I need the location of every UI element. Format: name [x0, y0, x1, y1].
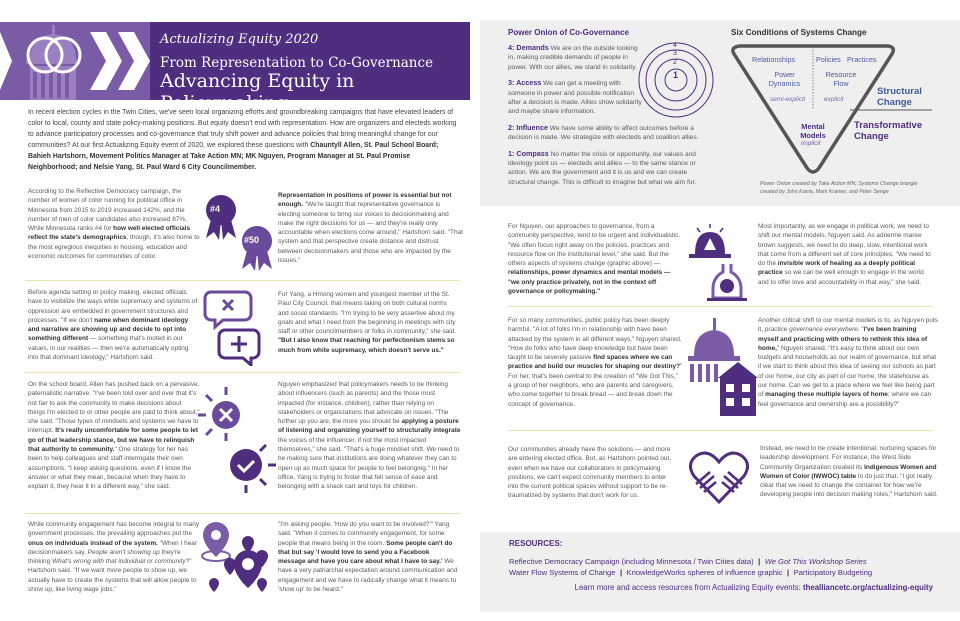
- emphasis-text: onus on individuals instead of the system.: [28, 539, 158, 547]
- level-text: No matter the crisis or opportunity, our values and ideology point us — electeds and allies — to the same stance or action. We are the government and it is us and we can create structural change. This is difficult to imagine but what we aim for.: [508, 150, 697, 186]
- capitol-rings-logo-icon: [0, 22, 150, 100]
- label-relationships: Relationships: [752, 55, 796, 64]
- resource-link-we-got-this[interactable]: We Got This Workshop Series: [764, 557, 867, 566]
- resources-line-2: [509, 562, 872, 580]
- label-power-dynamics: Power Dynamics: [768, 70, 801, 88]
- separator: |: [619, 568, 623, 577]
- left-row2-text-b: [278, 290, 458, 355]
- text-run: "We're taught that representative governance is electing someone to bring our voices to decisionmaking and make the right decisions for us — and they're really only accountable when elections come around," Hartshorn said. "That system and that perspective create distance and distrust between decisionmakers and those who are impacted by the issues.": [278, 201, 463, 265]
- emphasis-text: "But I also know that reaching for perfectionism stems so much from white supremacy, which doesn't serve us.": [278, 337, 455, 354]
- section-divider: [25, 372, 460, 373]
- label-semi-explicit: semi-explicit: [770, 96, 806, 103]
- left-row3-text-a: [28, 380, 200, 492]
- separator: |: [787, 568, 790, 577]
- text-run: " One strategy for her has been to help colleagues and staff interrogate their own assumptions. "I keep asking questions, even if I know the answer or what they mean, because when they have to explain it, they hear it in a different way," she said.: [28, 446, 191, 491]
- text-run: " For her, that's been central to the creation of "We Got This," a group of her neighbors, who are parents and caregivers, who come together to break bread — and break down the concept of governance.: [508, 363, 683, 408]
- text-run: While community engagement has become integral to many government processes, the prevailing approaches put the: [28, 521, 200, 538]
- text-run: to do just that. "I got really clear that we need to change the container for how we're developing people into decision making roles," Hartshorn said.: [760, 472, 938, 499]
- right-row1-text-a: [508, 222, 683, 296]
- left-row1-text-b: [278, 191, 463, 265]
- systems-triangle-diagram: [720, 20, 960, 206]
- systems-change-title: Six Conditions of Systems Change: [731, 28, 867, 37]
- diagram-credit: Power Onion created by Take Action MN; Systems Change triangle created by John Kania, Mark Kramer, and Peter Senge: [760, 181, 918, 195]
- left-row1-text-a: [28, 187, 200, 261]
- resources-panel: [480, 532, 960, 612]
- emphasis-text: Chauntyll Allen, St. Paul School Board; Bahieh Hartshorn, Movement Politics Manager at Take Action MN; MK Nguyen, Program Manager at St. Paul Promise Neighborhood; and Nelsie Yang, St. Paul Ward 6 City Councilmember.: [28, 142, 439, 171]
- right-row2-text-a: [508, 316, 683, 409]
- decentralize-arrows-icon: [196, 385, 276, 500]
- alarm-bell-jar-icon: [685, 222, 755, 309]
- level-text: We have some ability to affect outcomes before a decision is made. We strategize with electeds and coalition allies.: [508, 124, 699, 142]
- emphasis-text: relationships, power dynamics and mental models — "we only practice privately, not in the context off governance or policymaking.": [508, 269, 671, 296]
- right-row3-text-a: [508, 445, 678, 501]
- text-run: ": [859, 326, 864, 334]
- emphasis-text: find spaces where we can practice and build our muscles for shaping our destiny?: [508, 354, 681, 371]
- level-text: We are on the outside looking in, making credible demands of people in power. With our allies, we stand in solidarity.: [508, 45, 638, 71]
- level-label: 3: Access: [508, 78, 542, 88]
- text-run: We have a very patriarchal expectation around communication and engagement and we have to radically change what it means to 'show up' to be heard.": [278, 558, 458, 594]
- emphasis-text: practice governance everywhere.: [764, 326, 860, 334]
- resources-heading: RESOURCES:: [509, 539, 563, 548]
- banner-title-line2: Advancing Equity in Policymaking: [160, 70, 355, 114]
- text-run: , though, it's also home to the most egregious inequities in housing, education and economic outcomes for communities of color.: [28, 234, 200, 261]
- ring-number: 2: [673, 59, 677, 66]
- emphasis-text: What's wrong with that individual or community?: [51, 558, 190, 566]
- emphasis-text: Some people can't do that but say 'I would love to send you a Facebook message and have you care about what I have to say.': [278, 539, 453, 566]
- emphasis-text: managing these multiple layers of home: [765, 391, 888, 399]
- text-run: " Nguyen shared. "It's easy to think about our own budgets and households as our realm of governance, but what if we start to think about this idea of seeing our schools as part of our home, our city as part of our home, the statehouse as our home. Can we get to a place where we feel like being part of: [758, 344, 937, 399]
- section-divider: [25, 280, 460, 281]
- text-run: " Hartshorn said. "If we want more people to show up, we actually have to create the systems that will allow people to show up, like living wage jobs.": [28, 558, 197, 594]
- rank-50-label: #50: [244, 235, 260, 245]
- emphasis-text: I've been training myself and practicing with others to rethink this idea of home,: [758, 326, 928, 352]
- location-pins-icon: [200, 520, 278, 605]
- text-run: "I'm asking people, 'How do you want to be involved?'" Yang said. "When it comes to community engagement, for some people that means being in the room.: [278, 521, 450, 547]
- label-mental-models: Mental Models: [800, 122, 826, 140]
- emphasis-text: People aren't showing up: [87, 548, 160, 556]
- banner-title-line1: From Representation to Co-Governance: [160, 55, 434, 71]
- emphasis-text: Representation in positions of power is essential but not enough.: [278, 192, 452, 209]
- learn-more-text: Learn more and access resources from Actualizing Equity events:: [574, 583, 804, 592]
- label-implicit: implicit: [801, 140, 821, 147]
- text-run: For Yang, a Hmong women and youngest member of the St. Paul City Council, that means taking on both cultural norms and social standards. "I'm trying to be very assertive about my goals and what I need from the beginning in meetings with city staff or other councilmembers or folks in community," she said.: [278, 291, 457, 336]
- label-structural-change: Structural Change: [877, 86, 922, 108]
- rank-4-ribbon-icon: [204, 194, 238, 245]
- header-banner: [150, 22, 470, 114]
- left-row3-text-b: [278, 380, 461, 492]
- left-row2-text-a: [28, 288, 200, 362]
- label-policies: Policies: [816, 55, 841, 64]
- onion-level-3: [508, 78, 648, 117]
- resource-link-participatory-budgeting[interactable]: Participatory Budgeting: [793, 568, 873, 577]
- label-transformative-change: Transformative Change: [854, 120, 923, 142]
- onion-level-1: [508, 149, 713, 188]
- text-run: Before agenda setting or policy making, elected officials have to visibilize the ways white supremacy and systems of oppression are embedded in government structures and processes. "If we don't: [28, 289, 198, 324]
- level-text: We can get a meeting with someone in power and possible notification after a decision is made. Allies show solidarity and maybe share information.: [508, 80, 642, 116]
- capitol-and-home-icon: [680, 318, 760, 423]
- text-run: ; where we can feel governance and ownership are a possibility?": [758, 391, 932, 408]
- learn-more-line: [575, 583, 933, 592]
- text-run: the voices of the influencer, if not the most impacted themselves," she said. "That's a huge mindset shift. We need to be making sure that institutions are doing whatever they can to open up as much space for people to feel belonging." In her office, Yang is trying to foster that felt sense of ease and belonging with a snack cart and toys for children.: [278, 436, 460, 491]
- text-run: For Nguyen, our approaches to governance, from a community perspective, tend to be urgent and individualistic. "We often focus right away on the policies, practices and resource flow on the institutional level," she said. But the others aspects of systems change (graphic above) —: [508, 223, 681, 268]
- text-run: Another critical shift to our mental models is to, as Nguyen puts it,: [758, 317, 938, 334]
- text-run: Most importantly, as we engage in political work, we need to shift our mental models, Nguyen said. As adrienne maree brown suggests, we need to do deep, slow, intentional work that come from a different set of core principles. "We need to do the: [758, 223, 931, 268]
- emphasis-text: invisible work of healing as a deeply political practice: [758, 260, 916, 277]
- systems-change-section: [720, 20, 960, 206]
- power-onion-title: Power Onion of Co-Governance: [508, 28, 629, 37]
- resource-link-knowledgeworks[interactable]: KnowledgeWorks spheres of influence graphic: [626, 568, 783, 577]
- section-divider: [508, 306, 933, 307]
- rank-50-ribbon-icon: [240, 225, 274, 276]
- ring-number: 3: [673, 50, 677, 57]
- heart-hands-icon: [688, 448, 750, 511]
- text-run: According to the Reflective Democracy campaign, the number of women of color running for political office in Minnesota from 2015 to 2019 increased 142%, and the number of men of color candidates also increased 87%. While Minnesota ranks #4 for: [28, 188, 187, 233]
- text-run: — something that's rooted in our values, in our realities — then we're automatically opting into that dominant ideology," Hartshorn said.: [28, 335, 189, 362]
- banner-subtitle: Actualizing Equity 2020: [160, 32, 319, 47]
- level-label: 2: Influence: [508, 122, 548, 132]
- ring-number: 4: [673, 42, 677, 49]
- text-run: In recent election cycles in the Twin Cities, we've seen local organizing efforts and groundbreaking campaigns that have elevated leaders of color to local, county and state policy-making positions. But equity doesn't end with representation. How are organizers and electeds working to advance participatory processes and co-governance that truly shift power and advance policies that bring meaningful change for our communities? At our first Actualizing Equity event of 2020, we explored these questions with: [28, 109, 457, 149]
- left-row4-text-a: [28, 520, 203, 594]
- onion-level-2: [508, 123, 713, 143]
- label-practices: Practices: [847, 55, 877, 64]
- resource-link-reflective-democracy[interactable]: Reflective Democracy Campaign (including Minnesota / Twin Cities data): [509, 557, 754, 566]
- text-run: "When I hear decisionmakers say,: [28, 539, 197, 556]
- section-divider: [508, 430, 933, 431]
- ring-number: 1: [673, 70, 679, 80]
- banner-logo-panel: [0, 22, 150, 100]
- right-row1-text-b: [758, 222, 936, 287]
- emphasis-text: applying a posture of listening and organizing yourself to structurally integrate: [278, 418, 461, 435]
- text-run: Nguyen emphasized that policymakers needs to be thinking about influencers (such as parents) and the those most impacted (for instance, children), rather than relying on stakeholders or organizations that advocate on issues. "The further up you are, the more you should be: [278, 381, 449, 426]
- text-run: Our communities already have the solutions — and more are entering elected office. But, as Hartshorn pointed out, even when we have our collaborators in policymaking positions, we can't expect community members to enter into the current political spaces without support to be re-traumatized by systems that don't work for us.: [508, 446, 672, 500]
- power-onion-diagram: [636, 40, 716, 120]
- text-run: Instead, we need to be create intentional, nurturing spaces for leadership development. For instance, the West Side Community Organization created its: [760, 445, 937, 471]
- learn-more-url-link[interactable]: thealliancetc.org/actualizing-equity: [803, 583, 933, 592]
- right-row2-text-b: [758, 316, 938, 409]
- emphasis-text: It's really uncomfortable for some people to let go of that leadership stance, but we have to relinquish that authority to community.: [28, 427, 199, 454]
- right-row3-text-b: [760, 444, 940, 500]
- resource-link-water-flow[interactable]: Water Flow Systems of Change: [509, 568, 616, 577]
- separator: |: [758, 557, 761, 566]
- section-divider: [25, 513, 460, 514]
- emphasis-text: how well elected officials reflect the state's demographics: [28, 225, 191, 242]
- label-resource-flow: Resource Flow: [825, 70, 857, 88]
- text-run: they're thinking: [28, 548, 181, 566]
- text-run: so we can be well enough to engage in the world and to offer love and accountability in that way," she said.: [758, 269, 924, 286]
- label-explicit: explicit: [824, 96, 844, 103]
- emphasis-text: Indigenous Women and Women of Color (IWWOC) table: [760, 463, 937, 480]
- emphasis-text: name when dominant ideology and narrative are showing up and decide to opt into something different: [28, 316, 189, 343]
- text-run: For so many communities, public policy has been deeply harmful. "A lot of folks I'm in relationship with have been attacked by the system in all different ways," Nguyen shared. "How do folks who have deep knowledge but have been taught to be severely passive: [508, 317, 682, 362]
- speech-bubbles-icon: [203, 288, 263, 371]
- intro-paragraph: [28, 107, 458, 173]
- text-run: On the school board, Allen has pushed back on a pervasive, paternalistic narrative. "I've been told over and over that it's not fair to ask the community to make decisions about things I'm elected to or other people are paid to think about," she said. "Those types of mindsets and systems we have to interrupt.: [28, 381, 200, 435]
- level-label: 1: Compass: [508, 148, 549, 158]
- rank-4-label: #4: [210, 204, 221, 214]
- left-row4-text-b: [278, 520, 458, 594]
- level-label: 4: Demands: [508, 43, 549, 52]
- onion-level-4: [508, 43, 638, 72]
